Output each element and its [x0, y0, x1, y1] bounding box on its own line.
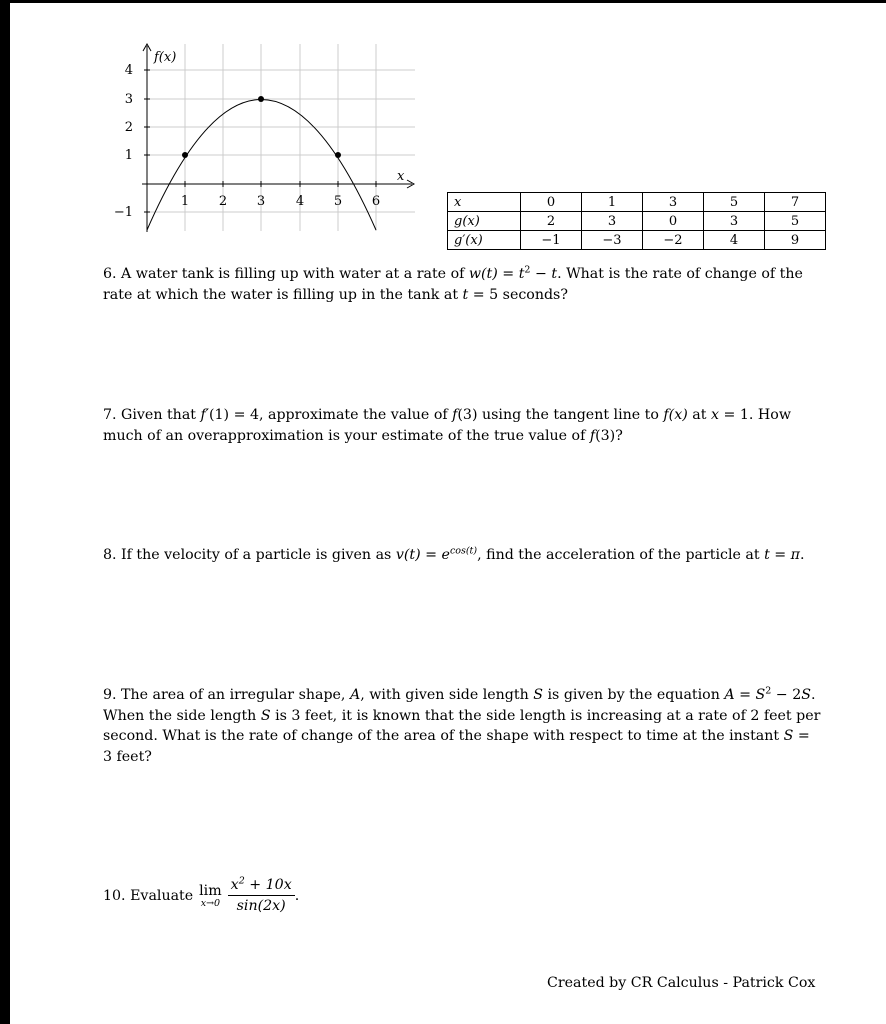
- question-9: 9. The area of an irregular shape, A, with given side length S is given by the equation $A = S^2 - 2S$. When the side length S is 3 feet, it is known that the side length is increasing at a rate of 2 feet per second. What is the rate of change of the area of the shape with respect to time at the instant S = 3 feet?: [103, 685, 821, 765]
- table-cell: 4: [704, 231, 765, 250]
- table-cell: 3: [643, 193, 704, 212]
- question-6: 6. A water tank is filling up with water at a rate of $w(t) = t^2 - t$. What is the rate of change of the rate at which the water is filling up in the tank at t = 5 seconds?: [103, 264, 803, 303]
- table-cell: 5: [704, 193, 765, 212]
- x-tick-label: 4: [295, 194, 305, 209]
- table-cell: 5: [765, 212, 826, 231]
- table-cell: −3: [582, 231, 643, 250]
- table-cell: 3: [582, 212, 643, 231]
- table-row: [448, 212, 826, 231]
- values-table: [447, 192, 826, 250]
- function-graph: [10, 3, 430, 243]
- y-tick-label: 1: [124, 148, 133, 163]
- limit-operator: lim x→0: [199, 882, 222, 909]
- footer-credit: Created by CR Calculus - Patrick Cox: [547, 975, 816, 991]
- x-tick-label: 1: [180, 194, 190, 209]
- point-3-3: [258, 96, 264, 102]
- y-tick-label: −1: [113, 205, 133, 220]
- worksheet-page: [10, 3, 886, 1024]
- table-cell: 2: [521, 212, 582, 231]
- question-10: 10. Evaluate lim x→0 $\frac{x^2 + 10x}{\sin(2x)}$ .: [103, 875, 300, 914]
- table-cell: 1: [582, 193, 643, 212]
- table-row: [448, 231, 826, 250]
- y-tick-label: 3: [124, 92, 133, 107]
- x-tick-label: 3: [256, 194, 266, 209]
- table-cell: −1: [521, 231, 582, 250]
- x-tick-label: 5: [333, 194, 343, 209]
- point-1-1: [182, 152, 188, 158]
- table-cell: 0: [521, 193, 582, 212]
- x-tick-label: 6: [371, 194, 381, 209]
- table-row: [448, 193, 826, 212]
- table-header-cell: g′(x): [448, 231, 521, 250]
- table-cell: 3: [704, 212, 765, 231]
- question-8: 8. If the velocity of a particle is given as $v(t) = e^{cos(t)}$, find the acceleration of the particle at t = π.: [103, 545, 805, 563]
- x-tick-label: 2: [218, 194, 228, 209]
- table-cell: 7: [765, 193, 826, 212]
- x-axis-label: x: [397, 169, 405, 184]
- table-header-cell: g(x): [448, 212, 521, 231]
- table-cell: 0: [643, 212, 704, 231]
- fraction: $\frac{x^2 + 10x}{\sin(2x)}$: [228, 877, 295, 914]
- table-cell: −2: [643, 231, 704, 250]
- table-cell: 9: [765, 231, 826, 250]
- y-axis-label: f(x): [154, 50, 177, 65]
- question-7: 7. Given that f′(1) = 4, approximate the value of f(3) using the tangent line to f(x) at x = 1. How much of an overapproximation is your estimate of the true value of f(3)?: [103, 407, 791, 444]
- table-header-cell: x: [448, 193, 521, 212]
- point-5-1: [335, 152, 341, 158]
- y-tick-label: 4: [124, 63, 133, 78]
- y-tick-label: 2: [124, 120, 133, 135]
